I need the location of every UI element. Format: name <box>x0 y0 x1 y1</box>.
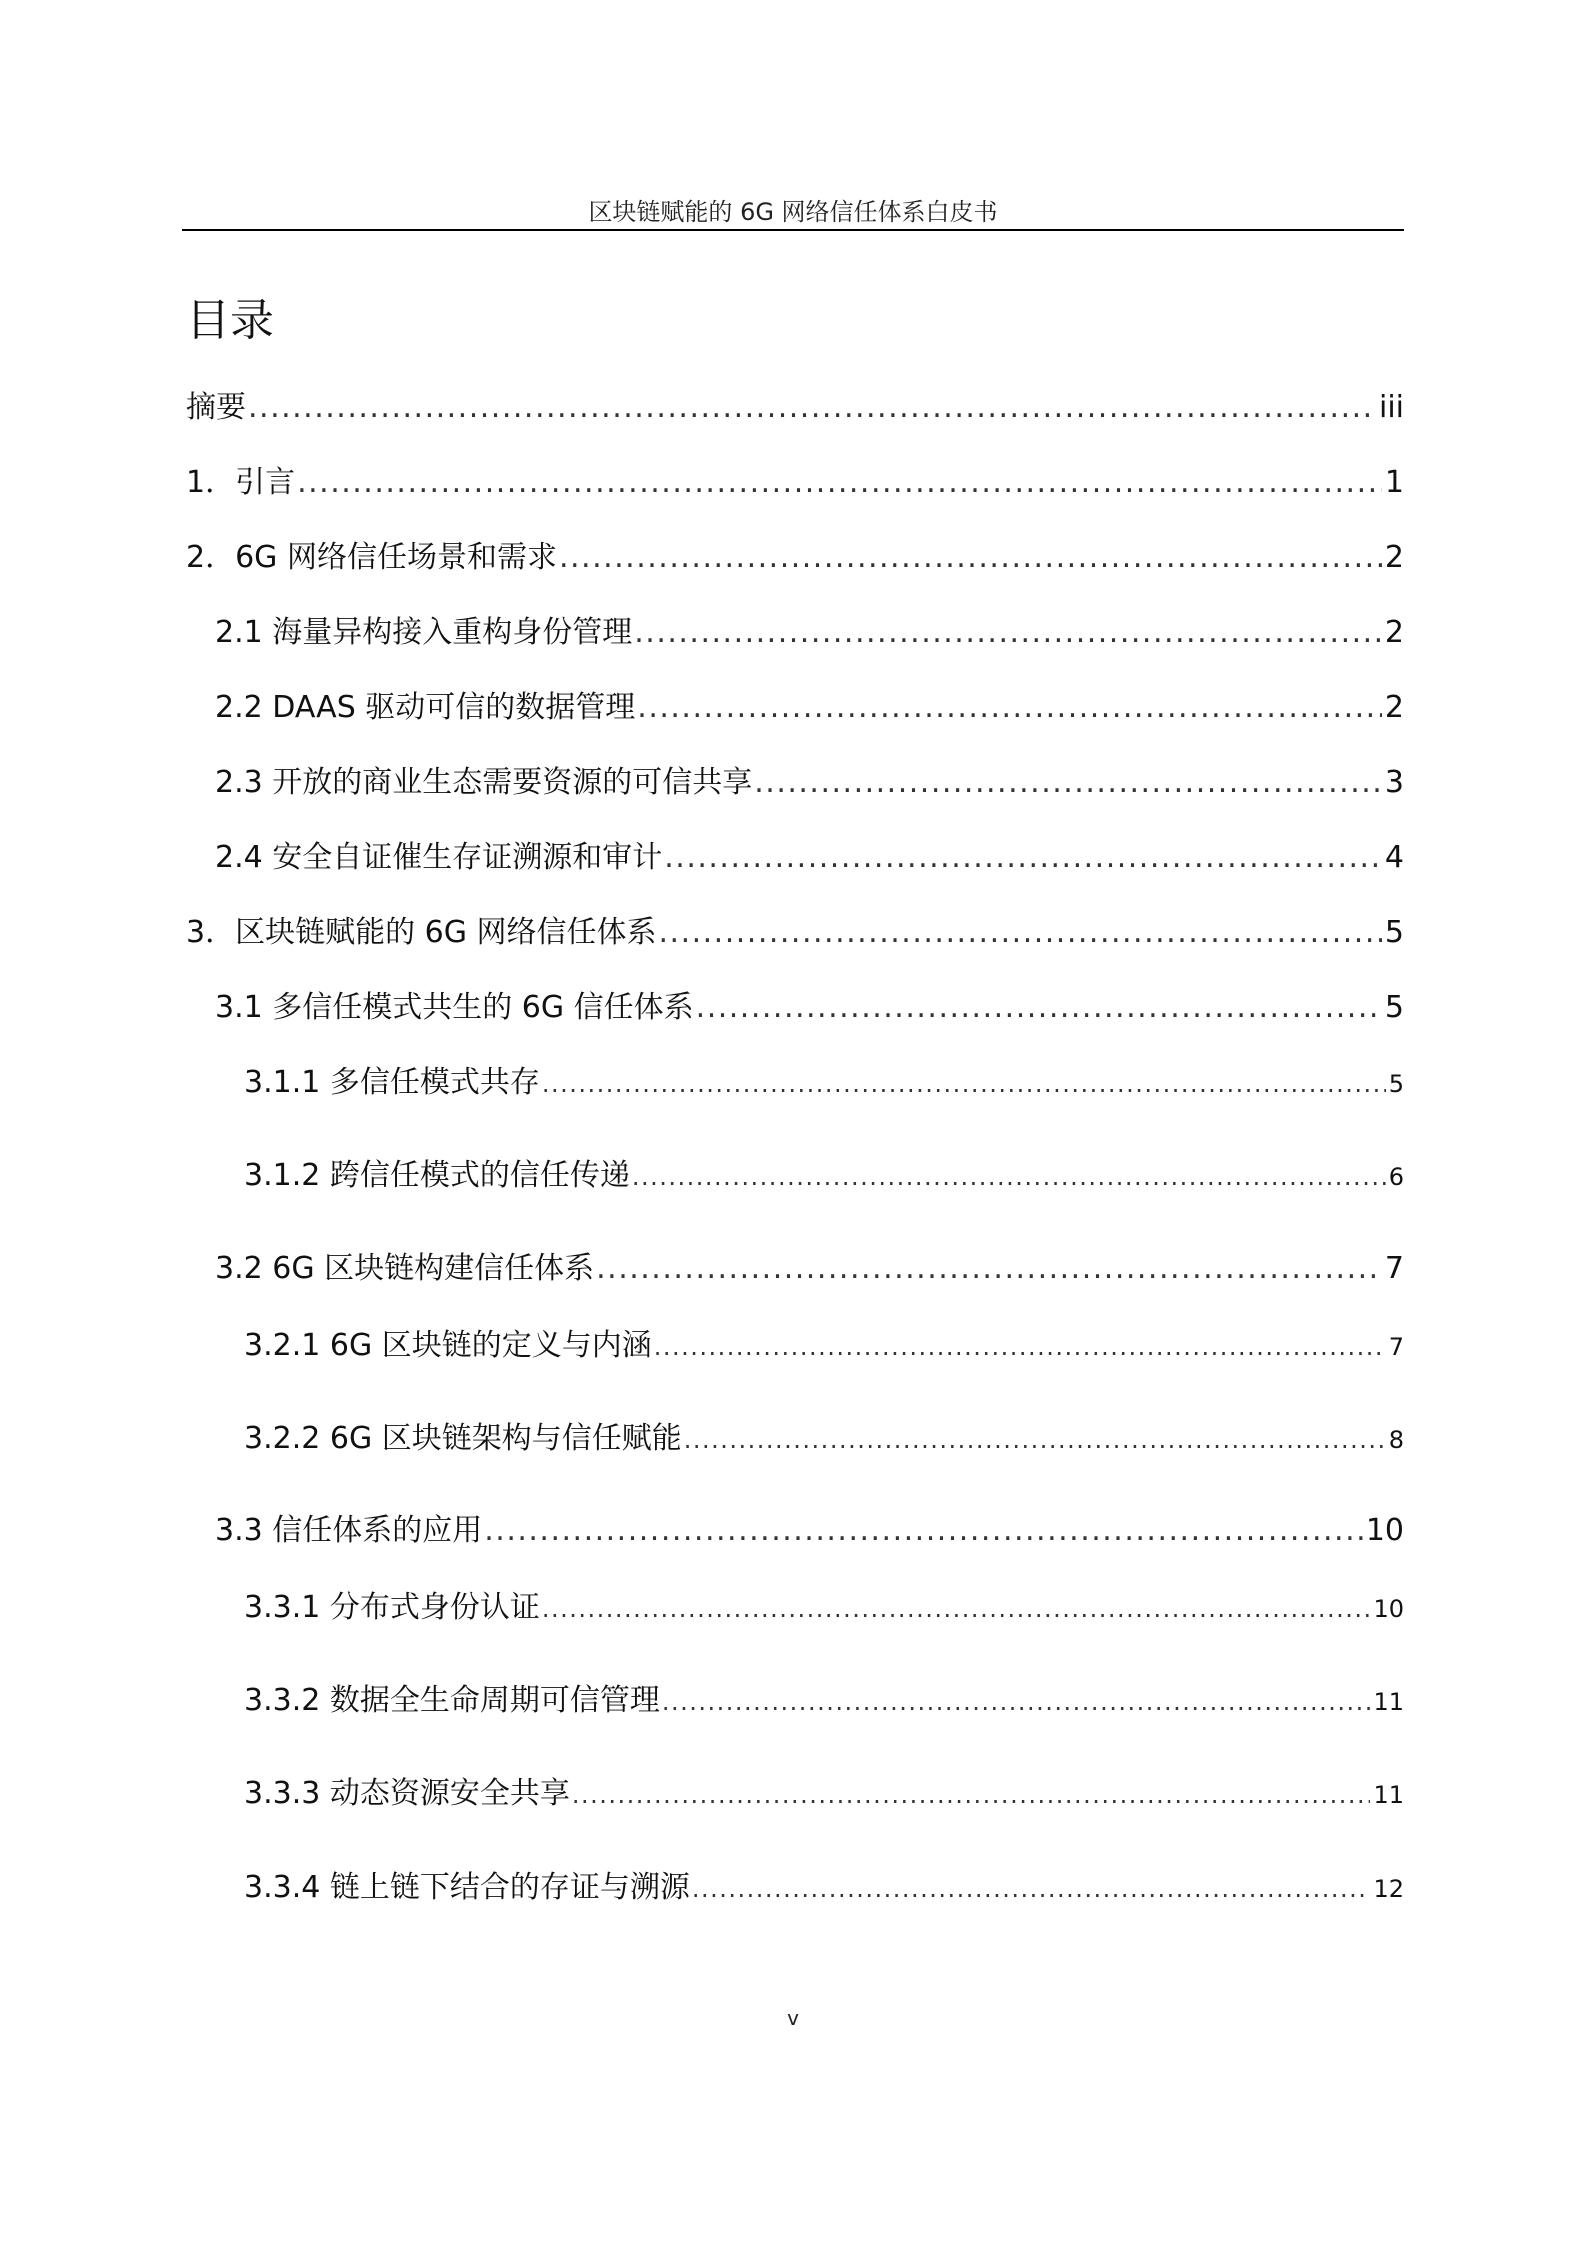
toc-entry-label: 3.1.2 跨信任模式的信任传递 <box>244 1158 630 1193</box>
toc-entry-label: 1．引言 <box>186 465 296 500</box>
dot-leader <box>248 390 1376 425</box>
toc-entry-label: 3.3.2 数据全生命周期可信管理 <box>244 1683 660 1718</box>
toc-entry-3-2[interactable] <box>215 1243 1404 1287</box>
toc-entry-label: 3.2 6G 区块链构建信任体系 <box>215 1251 595 1286</box>
toc-entry-3-3-4[interactable] <box>244 1862 1404 1906</box>
toc-entry-2-3[interactable] <box>215 757 1404 801</box>
dot-leader <box>297 465 1382 500</box>
toc-entry-label: 2.4 安全自证催生存证溯源和审计 <box>215 840 663 875</box>
page-number: v <box>787 2006 799 2030</box>
dot-leader <box>754 765 1382 800</box>
toc-entry-page: 6 <box>1388 1163 1404 1191</box>
toc-entry-page: 12 <box>1373 1875 1404 1903</box>
toc-entry-label: 3.1 多信任模式共生的 6G 信任体系 <box>215 990 694 1025</box>
dot-leader <box>596 1251 1382 1286</box>
toc-entry-page: 11 <box>1373 1781 1404 1809</box>
toc-entry-3-3-1[interactable] <box>244 1582 1404 1626</box>
toc-entry-page: 10 <box>1365 1513 1404 1548</box>
toc-entry-page: 5 <box>1384 915 1404 950</box>
toc-entry-label: 2.2 DAAS 驱动可信的数据管理 <box>215 690 636 725</box>
toc-entry-page: 1 <box>1384 465 1404 500</box>
dot-leader <box>572 1781 1371 1809</box>
toc-entry-3-2-1[interactable] <box>244 1320 1404 1364</box>
toc-entry-2-4[interactable] <box>215 832 1404 876</box>
dot-leader <box>637 690 1382 725</box>
toc-entry-label: 3.1.1 多信任模式共存 <box>244 1065 540 1100</box>
toc-entry-2[interactable] <box>186 532 1404 576</box>
dot-leader <box>542 1070 1386 1098</box>
toc-entry-label: 2．6G 网络信任场景和需求 <box>186 540 557 575</box>
dot-leader <box>632 1163 1386 1191</box>
toc-entry-3-1[interactable] <box>215 982 1404 1026</box>
toc-entry-page: 3 <box>1384 765 1404 800</box>
toc-entry-page: 10 <box>1373 1595 1404 1623</box>
dot-leader <box>684 1426 1386 1454</box>
toc-entry-3-3[interactable] <box>215 1505 1404 1549</box>
toc-entry-label: 3.3.4 链上链下结合的存证与溯源 <box>244 1870 690 1905</box>
toc-entry-label: 3.3 信任体系的应用 <box>215 1513 483 1548</box>
toc-entry-abstract[interactable] <box>186 382 1404 426</box>
toc-entry-label: 3.3.1 分布式身份认证 <box>244 1590 540 1625</box>
toc-heading: 目录 <box>186 295 274 346</box>
toc-entry-2-1[interactable] <box>215 607 1404 651</box>
toc-entry-page: iii <box>1378 390 1404 425</box>
toc-entry-label: 2.3 开放的商业生态需要资源的可信共享 <box>215 765 753 800</box>
toc-entry-page: 2 <box>1384 690 1404 725</box>
dot-leader <box>542 1595 1371 1623</box>
dot-leader <box>664 840 1382 875</box>
toc-entry-1[interactable] <box>186 457 1404 501</box>
toc-entry-3-1-1[interactable] <box>244 1057 1404 1101</box>
dot-leader <box>659 915 1382 950</box>
toc-entry-3[interactable] <box>186 907 1404 951</box>
toc-entry-3-3-3[interactable] <box>244 1768 1404 1812</box>
toc-entry-page: 7 <box>1384 1251 1404 1286</box>
dot-leader <box>559 540 1382 575</box>
toc-entry-3-1-2[interactable] <box>244 1150 1404 1194</box>
toc-entry-page: 4 <box>1384 840 1404 875</box>
dot-leader <box>484 1513 1363 1548</box>
toc-entry-page: 2 <box>1384 540 1404 575</box>
dot-leader <box>634 615 1382 650</box>
toc-entry-label: 摘要 <box>186 390 246 425</box>
toc-entry-page: 2 <box>1384 615 1404 650</box>
toc-entry-page: 5 <box>1384 990 1404 1025</box>
toc-entry-label: 3.2.1 6G 区块链的定义与内涵 <box>244 1328 652 1363</box>
toc-entry-2-2[interactable] <box>215 682 1404 726</box>
toc-entry-page: 7 <box>1388 1333 1404 1361</box>
toc-entry-3-2-2[interactable] <box>244 1413 1404 1457</box>
toc-entry-page: 5 <box>1388 1070 1404 1098</box>
toc-entry-page: 11 <box>1373 1688 1404 1716</box>
dot-leader <box>692 1875 1371 1903</box>
header-rule <box>182 229 1404 231</box>
toc-entry-page: 8 <box>1388 1426 1404 1454</box>
dot-leader <box>654 1333 1386 1361</box>
dot-leader <box>696 990 1382 1025</box>
toc-entry-3-3-2[interactable] <box>244 1675 1404 1719</box>
running-header: 区块链赋能的 6G 网络信任体系白皮书 <box>588 198 998 226</box>
toc-entry-label: 3.3.3 动态资源安全共享 <box>244 1776 570 1811</box>
toc-entry-label: 2.1 海量异构接入重构身份管理 <box>215 615 633 650</box>
toc-entry-label: 3.2.2 6G 区块链架构与信任赋能 <box>244 1421 682 1456</box>
toc-entry-label: 3．区块链赋能的 6G 网络信任体系 <box>186 915 657 950</box>
dot-leader <box>662 1688 1371 1716</box>
